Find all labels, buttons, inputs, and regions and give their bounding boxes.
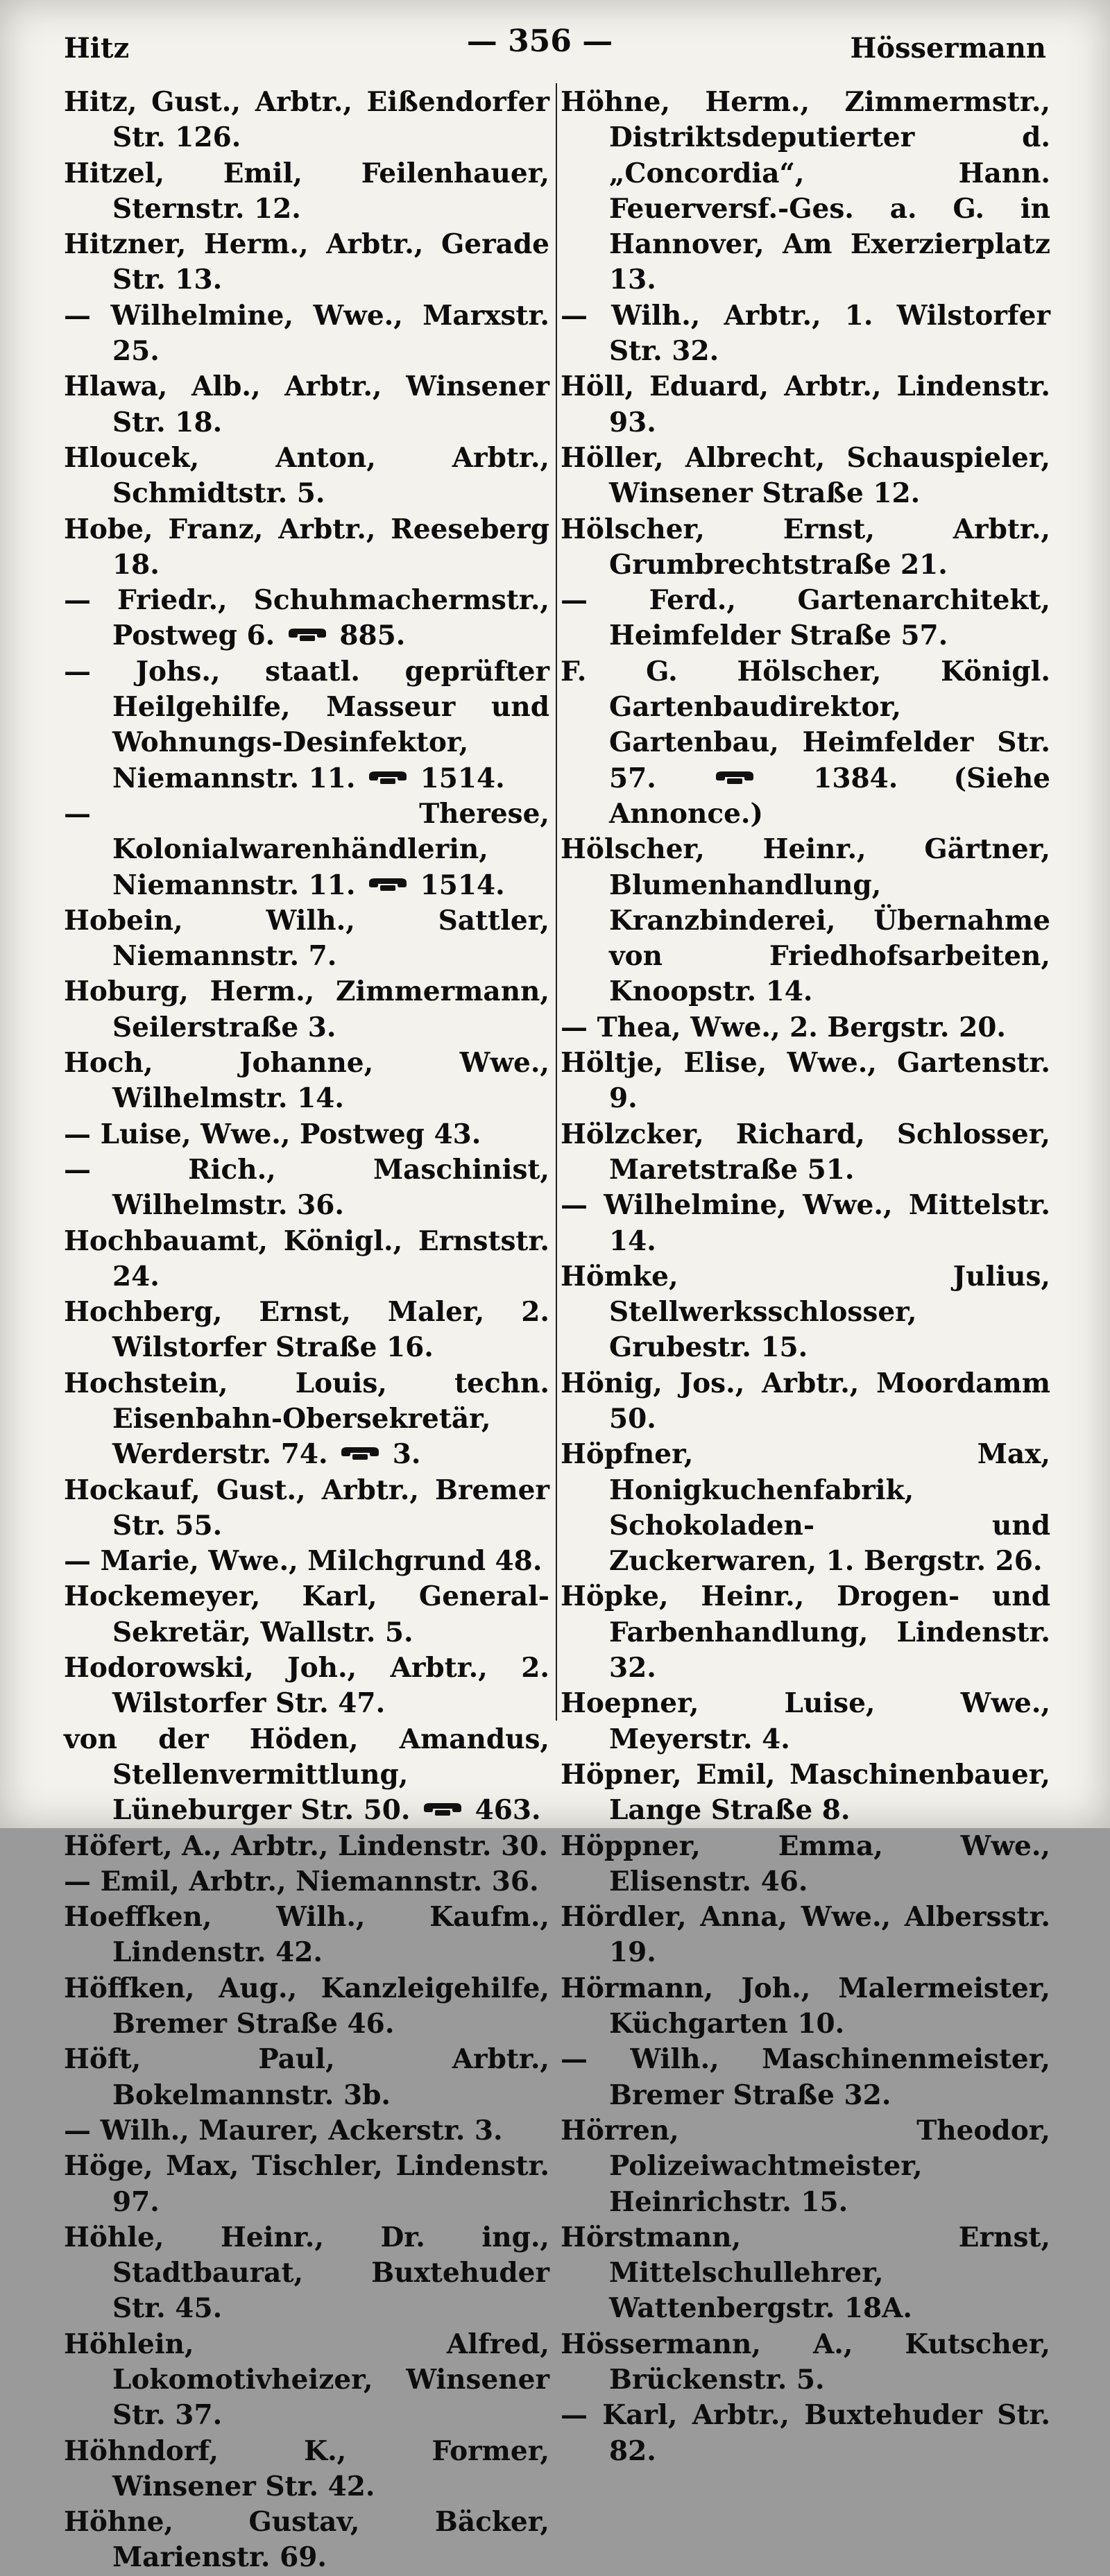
directory-entry: Hölscher, Ernst, Arbtr., Grumbrechtstraße 21. bbox=[561, 513, 1050, 581]
directory-entry: Hodorowski, Joh., Arbtr., 2. Wilstorfer Str. 47. bbox=[64, 1652, 549, 1720]
directory-entry: Höhle, Heinr., Dr. ing., Stadtbaurat, Buxtehuder Str. 45. bbox=[64, 2221, 549, 2325]
directory-entry: Höpfner, Max, Honigkuchenfabrik, Schokoladen- und Zuckerwaren, 1. Bergstr. 26. bbox=[561, 1438, 1050, 1578]
directory-entry: — Wilh., Arbtr., 1. Wilstorfer Str. 32. bbox=[561, 299, 1050, 368]
directory-entry: Hoch, Johanne, Wwe., Wilhelmstr. 14. bbox=[64, 1047, 549, 1115]
directory-entry: Höhne, Gustav, Bäcker, Marienstr. 69. bbox=[64, 2506, 549, 2574]
directory-entry: — Thea, Wwe., 2. Bergstr. 20. bbox=[561, 1011, 1006, 1043]
directory-entry: Hockauf, Gust., Arbtr., Bremer Str. 55. bbox=[64, 1474, 549, 1542]
directory-entry: F. G. Hölscher, Königl. Gartenbaudirektor, Gartenbau, Heimfelder Str. 57. 1384. (Siehe Annonce.) bbox=[561, 655, 1050, 830]
telephone-icon bbox=[340, 1446, 380, 1461]
page-header bbox=[33, 18, 1046, 80]
directory-entry: — Marie, Wwe., Milchgrund 48. bbox=[64, 1545, 543, 1578]
directory-entry: Hloucek, Anton, Arbtr., Schmidtstr. 5. bbox=[64, 441, 549, 510]
running-head-left: Hitz bbox=[64, 32, 130, 65]
directory-entry: Hitzner, Herm., Arbtr., Gerade Str. 13. bbox=[64, 228, 549, 296]
telephone-icon bbox=[715, 770, 755, 785]
directory-entry: — Karl, Arbtr., Buxtehuder Str. 82. bbox=[561, 2399, 1050, 2467]
telephone-icon bbox=[422, 1802, 463, 1817]
directory-entry: Hobe, Franz, Arbtr., Reeseberg 18. bbox=[64, 513, 549, 581]
directory-entry: — Wilh., Maurer, Ackerstr. 3. bbox=[64, 2114, 503, 2147]
directory-entry: Höfert, A., Arbtr., Lindenstr. 30. bbox=[64, 1829, 548, 1862]
directory-entry: Hochstein, Louis, techn. Eisenbahn-Obersekretär, Werderstr. 74. 3. bbox=[64, 1367, 549, 1471]
directory-entry: Hockemeyer, Karl, General-Sekretär, Wallstr. 5. bbox=[64, 1580, 549, 1648]
directory-entry: Hobein, Wilh., Sattler, Niemannstr. 7. bbox=[64, 904, 549, 973]
directory-entry: Hochbauamt, Königl., Ernststr. 24. bbox=[64, 1225, 549, 1293]
directory-entry: Höller, Albrecht, Schauspieler, Winsener Straße 12. bbox=[561, 441, 1050, 510]
directory-entry: Hoburg, Herm., Zimmermann, Seilerstraße 3. bbox=[64, 975, 549, 1043]
directory-entry: — Wilhelmine, Wwe., Marxstr. 25. bbox=[64, 299, 549, 368]
directory-entry: Hörstmann, Ernst, Mittelschullehrer, Wattenbergstr. 18A. bbox=[561, 2221, 1050, 2325]
directory-entry: Hlawa, Alb., Arbtr., Winsener Str. 18. bbox=[64, 370, 549, 438]
directory-entry: Höhndorf, K., Former, Winsener Str. 42. bbox=[64, 2434, 549, 2502]
directory-entry: Höpner, Emil, Maschinenbauer, Lange Straße 8. bbox=[561, 1758, 1050, 1827]
left-column bbox=[64, 85, 549, 2576]
directory-entry: Höge, Max, Tischler, Lindenstr. 97. bbox=[64, 2150, 549, 2218]
running-head-right: Hössermann bbox=[850, 32, 1046, 65]
right-column bbox=[561, 85, 1050, 2469]
directory-entry: Hitzel, Emil, Feilenhauer, Sternstr. 12. bbox=[64, 157, 549, 225]
directory-entry: — Emil, Arbtr., Niemannstr. 36. bbox=[64, 1865, 539, 1897]
directory-entry: Hömke, Julius, Stellwerksschlosser, Grubestr. 15. bbox=[561, 1260, 1050, 1364]
directory-entry: Höft, Paul, Arbtr., Bokelmannstr. 3b. bbox=[64, 2043, 549, 2111]
directory-entry: — Luise, Wwe., Postweg 43. bbox=[64, 1118, 481, 1150]
directory-entry: Hochberg, Ernst, Maler, 2. Wilstorfer Straße 16. bbox=[64, 1296, 549, 1364]
directory-entry: Hössermann, A., Kutscher, Brückenstr. 5. bbox=[561, 2328, 1050, 2396]
directory-entry: Hörmann, Joh., Malermeister, Küchgarten 10. bbox=[561, 1972, 1050, 2040]
directory-entry: Höltje, Elise, Wwe., Gartenstr. 9. bbox=[561, 1047, 1050, 1115]
telephone-icon bbox=[287, 627, 327, 642]
directory-entry: Hördler, Anna, Wwe., Albersstr. 19. bbox=[561, 1901, 1050, 1969]
directory-entry: Höll, Eduard, Arbtr., Lindenstr. 93. bbox=[561, 370, 1050, 438]
directory-entry: Hoeffken, Wilh., Kaufm., Lindenstr. 42. bbox=[64, 1901, 549, 1969]
page-number: — 356 — bbox=[466, 24, 613, 59]
telephone-icon bbox=[368, 877, 408, 892]
directory-entry: Hitz, Gust., Arbtr., Eißendorfer Str. 126. bbox=[64, 86, 549, 154]
directory-entry: Höppner, Emma, Wwe., Elisenstr. 46. bbox=[561, 1829, 1050, 1897]
directory-entry: Höhlein, Alfred, Lokomotivheizer, Winsener Str. 37. bbox=[64, 2328, 549, 2432]
directory-entry: — Therese, Kolonialwarenhändlerin, Niemannstr. 11. 1514. bbox=[64, 797, 549, 901]
directory-entry: Hölzcker, Richard, Schlosser, Maretstraße 51. bbox=[561, 1118, 1050, 1186]
directory-entry: Hörren, Theodor, Polizeiwachtmeister, Heinrichstr. 15. bbox=[561, 2114, 1050, 2218]
directory-entry: Hoepner, Luise, Wwe., Meyerstr. 4. bbox=[561, 1687, 1050, 1755]
directory-entry: — Wilhelmine, Wwe., Mittelstr. 14. bbox=[561, 1189, 1050, 1257]
directory-entry: — Friedr., Schuhmachermstr., Postweg 6. 885. bbox=[64, 584, 549, 652]
directory-entry: — Ferd., Gartenarchitekt, Heimfelder Straße 57. bbox=[561, 584, 1050, 652]
directory-entry: Höhne, Herm., Zimmermstr., Distriktsdeputierter d. „Concordia“, Hann. Feuerversf.-Ges. a. G. in Hannover, Am Exerzierplatz 13. bbox=[561, 86, 1050, 296]
directory-entry: — Johs., staatl. geprüfter Heilgehilfe, Masseur und Wohnungs-Desinfektor, Niemannstr. 11. 1514. bbox=[64, 655, 549, 794]
directory-entry: Höffken, Aug., Kanzleigehilfe, Bremer Straße 46. bbox=[64, 1972, 549, 2040]
directory-entry: Hölscher, Heinr., Gärtner, Blumenhandlung, Kranzbinderei, Übernahme von Friedhofsarbeiten, Knoopstr. 14. bbox=[561, 833, 1050, 1008]
telephone-icon bbox=[368, 770, 408, 785]
directory-entry: von der Höden, Amandus, Stellenvermittlung, Lüneburger Str. 50. 463. bbox=[64, 1723, 549, 1827]
directory-entry: — Rich., Maschinist, Wilhelmstr. 36. bbox=[64, 1153, 549, 1222]
directory-entry: — Wilh., Maschinenmeister, Bremer Straße 32. bbox=[561, 2043, 1050, 2111]
directory-entry: Höpke, Heinr., Drogen- und Farbenhandlung, Lindenstr. 32. bbox=[561, 1580, 1050, 1684]
directory-entry: Hönig, Jos., Arbtr., Moordamm 50. bbox=[561, 1367, 1050, 1435]
column-divider bbox=[556, 83, 557, 1721]
